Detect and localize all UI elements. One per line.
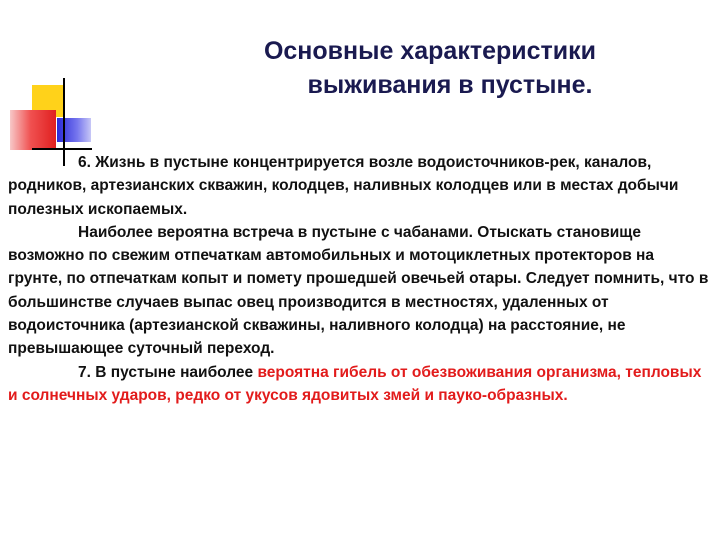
title-line-1: Основные характеристики [263, 37, 597, 65]
paragraph-3 [8, 361, 712, 408]
paragraph-3-start: 7. В пустыне наиболее [78, 363, 258, 381]
red-square [10, 110, 56, 150]
title-line-2: выживания в пустыне. [307, 71, 593, 99]
slide-title [150, 34, 710, 102]
horizontal-line [32, 148, 92, 150]
paragraph-1: 6. Жизнь в пустыне концентрируется возле водоисточников-рек, каналов, родников, артезианских скважин, колодцев, наливных колодцев или в местах добычи полезных ископаемых. [8, 154, 679, 218]
decorative-logo [0, 0, 100, 170]
paragraph-2: Наиболее вероятна встреча в пустыне с чабанами. Отыскать становище возможно по свежим отпечаткам автомобильных и мотоциклетных протекторов на грунте, по отпечаткам копыт и помету прошедшей овечьей отары. Следует помнить, что в большинстве случаев выпас овец производится в местностях, удаленных от водоисточника (артезианской скважины, наливного колодца) на расстояние, не превышающее суточный переход. [8, 223, 709, 358]
slide-body [8, 151, 712, 407]
paragraph-3-highlight: вероятна гибель от обезвоживания организма, тепловых и солнечных ударов, редко от укусов ядовитых змей и пауко-образных. [8, 363, 702, 404]
